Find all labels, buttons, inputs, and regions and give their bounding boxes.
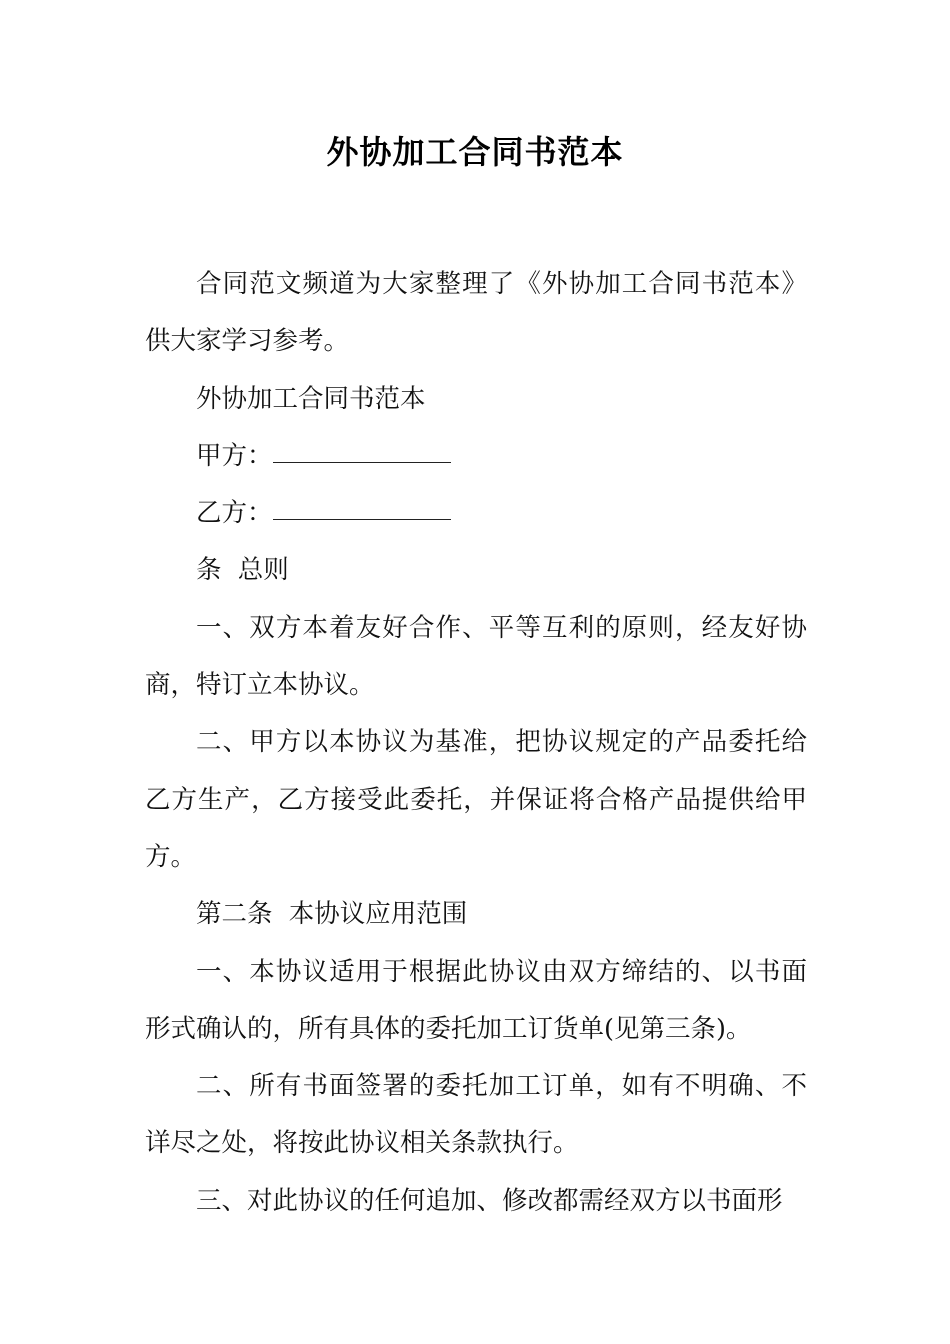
article-2-clause-2: 二、所有书面签署的委托加工订单，如有不明确、不详尽之处，将按此协议相关条款执行。 <box>145 1071 807 1159</box>
subtitle-paragraph: 外协加工合同书范本 <box>196 383 426 414</box>
party-b-label: 乙方： <box>196 498 273 529</box>
article-1-clause-1: 一、双方本着友好合作、平等互利的原则，经友好协商，特订立本协议。 <box>145 612 807 701</box>
document-title: 外协加工合同书范本 <box>326 133 624 171</box>
article-2-clause-1: 一、本协议适用于根据此协议由双方缔结的、以书面形式确认的，所有具体的委托加工订货单(见第三条)。 <box>145 956 807 1044</box>
party-a-blank <box>273 461 451 463</box>
document-body <box>145 256 807 1230</box>
article-1-clause-2: 二、甲方以本协议为基准，把协议规定的产品委托给乙方生产，乙方接受此委托，并保证将合格产品提供给甲方。 <box>145 727 807 872</box>
party-a-line <box>145 428 807 485</box>
article-2-heading: 第二条 本协议应用范围 <box>196 899 468 930</box>
article-2-clause-3: 三、对此协议的任何追加、修改都需经双方以书面形 <box>196 1185 783 1216</box>
article-1-heading: 条 总则 <box>196 555 289 586</box>
party-b-blank <box>273 518 451 520</box>
intro-paragraph: 合同范文频道为大家整理了《外协加工合同书范本》供大家学习参考。 <box>145 269 807 357</box>
party-a-label: 甲方： <box>196 440 273 471</box>
party-b-line <box>145 485 807 542</box>
